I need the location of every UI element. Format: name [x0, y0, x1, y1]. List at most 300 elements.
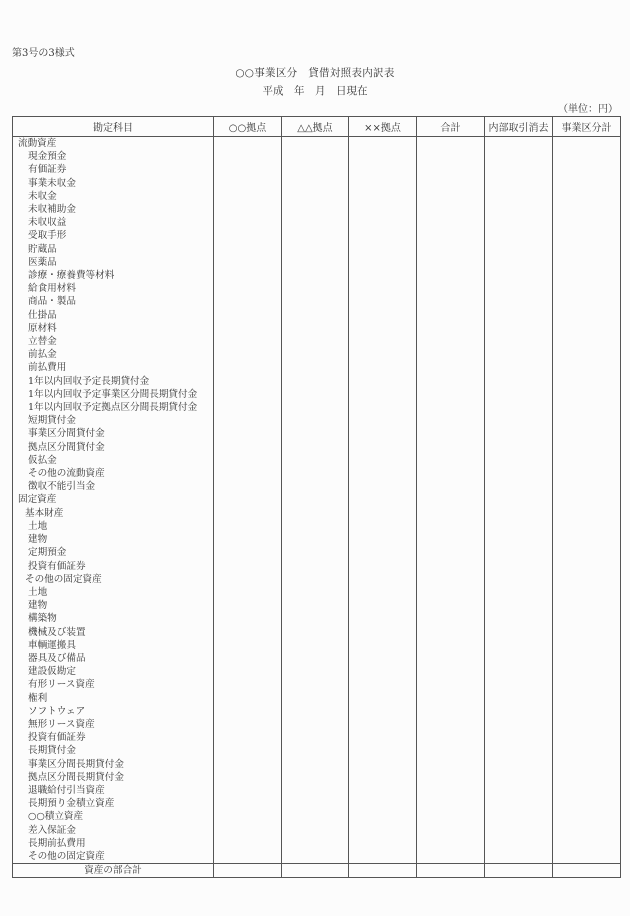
amount-cell — [282, 388, 349, 401]
table-row — [13, 507, 621, 520]
table-row — [13, 678, 621, 691]
amount-cell — [282, 269, 349, 282]
amount-cell — [282, 520, 349, 533]
table-row — [13, 282, 621, 295]
amount-cell — [349, 599, 417, 612]
amount-cell — [485, 612, 553, 625]
table-row — [13, 414, 621, 427]
amount-cell — [349, 243, 417, 256]
amount-cell — [417, 546, 485, 559]
amount-cell — [282, 797, 349, 810]
amount-cell — [214, 163, 282, 176]
amount-cell — [214, 480, 282, 493]
table-row — [13, 229, 621, 242]
table-row — [13, 520, 621, 533]
amount-cell — [485, 520, 553, 533]
amount-cell — [214, 322, 282, 335]
table-row — [13, 718, 621, 731]
amount-cell — [417, 850, 485, 864]
amount-cell — [349, 665, 417, 678]
amount-cell — [553, 177, 621, 190]
amount-cell — [553, 269, 621, 282]
account-label: 1年以内回収予定事業区分間長期貸付金 — [13, 388, 214, 401]
amount-cell — [553, 612, 621, 625]
amount-cell — [214, 295, 282, 308]
amount-cell — [282, 295, 349, 308]
document-title: ○○事業区分 貸借対照表内訳表 — [235, 67, 395, 79]
amount-cell — [214, 309, 282, 322]
account-label: 構築物 — [13, 612, 214, 625]
col-header-site-b: △△拠点 — [282, 117, 349, 137]
amount-cell — [214, 348, 282, 361]
account-label: その他の固定資産 — [13, 850, 214, 864]
amount-cell — [417, 414, 485, 427]
amount-cell — [485, 573, 553, 586]
amount-cell — [349, 388, 417, 401]
amount-cell — [485, 414, 553, 427]
amount-cell — [417, 375, 485, 388]
amount-cell — [485, 560, 553, 573]
amount-cell — [553, 480, 621, 493]
amount-cell — [214, 810, 282, 823]
amount-cell — [417, 731, 485, 744]
amount-cell — [485, 493, 553, 506]
total-amount-cell — [349, 864, 417, 878]
table-row — [13, 533, 621, 546]
amount-cell — [282, 837, 349, 850]
amount-cell — [349, 652, 417, 665]
amount-cell — [349, 282, 417, 295]
amount-cell — [485, 190, 553, 203]
amount-cell — [282, 850, 349, 864]
amount-cell — [214, 269, 282, 282]
amount-cell — [214, 361, 282, 374]
table-row — [13, 190, 621, 203]
amount-cell — [417, 388, 485, 401]
amount-cell — [214, 190, 282, 203]
amount-cell — [485, 639, 553, 652]
unit-label: （単位：円） — [558, 104, 618, 115]
table-row — [13, 401, 621, 414]
amount-cell — [282, 810, 349, 823]
account-label: 事業区分間貸付金 — [13, 427, 214, 440]
amount-cell — [485, 282, 553, 295]
account-label: 原材料 — [13, 322, 214, 335]
amount-cell — [282, 177, 349, 190]
amount-cell — [214, 771, 282, 784]
amount-cell — [417, 348, 485, 361]
amount-cell — [214, 626, 282, 639]
table-row — [13, 480, 621, 493]
amount-cell — [349, 335, 417, 348]
amount-cell — [417, 427, 485, 440]
amount-cell — [214, 216, 282, 229]
table-row — [13, 639, 621, 652]
table-row — [13, 454, 621, 467]
amount-cell — [349, 507, 417, 520]
amount-cell — [214, 560, 282, 573]
amount-cell — [349, 758, 417, 771]
amount-cell — [282, 375, 349, 388]
amount-cell — [282, 216, 349, 229]
amount-cell — [214, 203, 282, 216]
table-row — [13, 269, 621, 282]
amount-cell — [553, 309, 621, 322]
amount-cell — [553, 361, 621, 374]
amount-cell — [214, 692, 282, 705]
amount-cell — [349, 493, 417, 506]
amount-cell — [349, 797, 417, 810]
amount-cell — [417, 626, 485, 639]
amount-cell — [214, 612, 282, 625]
table-row — [13, 810, 621, 823]
amount-cell — [349, 177, 417, 190]
account-label: 建物 — [13, 599, 214, 612]
amount-cell — [214, 705, 282, 718]
amount-cell — [417, 771, 485, 784]
amount-cell — [553, 692, 621, 705]
amount-cell — [485, 784, 553, 797]
amount-cell — [282, 480, 349, 493]
amount-cell — [214, 150, 282, 163]
amount-cell — [282, 599, 349, 612]
amount-cell — [553, 401, 621, 414]
form-number: 第3号の3様式 — [12, 48, 75, 59]
amount-cell — [553, 441, 621, 454]
amount-cell — [417, 784, 485, 797]
amount-cell — [349, 467, 417, 480]
amount-cell — [214, 573, 282, 586]
table-row — [13, 744, 621, 757]
amount-cell — [282, 678, 349, 691]
table-row — [13, 163, 621, 176]
amount-cell — [485, 718, 553, 731]
table-row — [13, 546, 621, 559]
amount-cell — [214, 454, 282, 467]
amount-cell — [485, 256, 553, 269]
amount-cell — [553, 784, 621, 797]
amount-cell — [214, 652, 282, 665]
amount-cell — [214, 243, 282, 256]
amount-cell — [214, 256, 282, 269]
amount-cell — [214, 401, 282, 414]
col-header-segment-total: 事業区分計 — [553, 117, 621, 137]
account-label: ○○積立資産 — [13, 810, 214, 823]
amount-cell — [282, 361, 349, 374]
table-body — [13, 137, 621, 878]
amount-cell — [553, 599, 621, 612]
table-row — [13, 388, 621, 401]
amount-cell — [282, 639, 349, 652]
amount-cell — [349, 718, 417, 731]
amount-cell — [349, 824, 417, 837]
table-row — [13, 626, 621, 639]
amount-cell — [349, 810, 417, 823]
table-row — [13, 375, 621, 388]
amount-cell — [282, 784, 349, 797]
table-row — [13, 758, 621, 771]
amount-cell — [282, 335, 349, 348]
amount-cell — [349, 560, 417, 573]
amount-cell — [417, 692, 485, 705]
table-row — [13, 692, 621, 705]
account-label: 有形リース資産 — [13, 678, 214, 691]
amount-cell — [282, 758, 349, 771]
amount-cell — [417, 560, 485, 573]
account-label: 拠点区分間貸付金 — [13, 441, 214, 454]
amount-cell — [282, 824, 349, 837]
amount-cell — [214, 507, 282, 520]
amount-cell — [417, 493, 485, 506]
amount-cell — [282, 744, 349, 757]
amount-cell — [282, 652, 349, 665]
table-row — [13, 665, 621, 678]
amount-cell — [349, 744, 417, 757]
amount-cell — [553, 507, 621, 520]
amount-cell — [214, 441, 282, 454]
amount-cell — [417, 665, 485, 678]
amount-cell — [282, 573, 349, 586]
amount-cell — [485, 705, 553, 718]
amount-cell — [485, 480, 553, 493]
amount-cell — [553, 335, 621, 348]
amount-cell — [553, 348, 621, 361]
amount-cell — [553, 137, 621, 151]
amount-cell — [349, 203, 417, 216]
table-header-row — [13, 117, 621, 137]
table-row — [13, 243, 621, 256]
amount-cell — [553, 243, 621, 256]
amount-cell — [485, 454, 553, 467]
amount-cell — [214, 837, 282, 850]
account-label: 定期預金 — [13, 546, 214, 559]
amount-cell — [349, 295, 417, 308]
amount-cell — [282, 309, 349, 322]
amount-cell — [417, 599, 485, 612]
amount-cell — [214, 665, 282, 678]
amount-cell — [214, 467, 282, 480]
amount-cell — [553, 810, 621, 823]
amount-cell — [349, 586, 417, 599]
table-row — [13, 137, 621, 151]
amount-cell — [553, 256, 621, 269]
col-header-total: 合計 — [417, 117, 485, 137]
amount-cell — [553, 229, 621, 242]
amount-cell — [349, 626, 417, 639]
account-label: 貯蔵品 — [13, 243, 214, 256]
amount-cell — [349, 269, 417, 282]
account-label: 受取手形 — [13, 229, 214, 242]
amount-cell — [282, 533, 349, 546]
amount-cell — [553, 626, 621, 639]
amount-cell — [349, 612, 417, 625]
amount-cell — [553, 731, 621, 744]
account-label: 現金預金 — [13, 150, 214, 163]
table-row — [13, 850, 621, 864]
amount-cell — [417, 190, 485, 203]
amount-cell — [553, 375, 621, 388]
amount-cell — [417, 520, 485, 533]
amount-cell — [553, 388, 621, 401]
amount-cell — [485, 586, 553, 599]
amount-cell — [349, 678, 417, 691]
account-label: 商品・製品 — [13, 295, 214, 308]
table-row — [13, 573, 621, 586]
amount-cell — [417, 454, 485, 467]
amount-cell — [417, 295, 485, 308]
account-label: 立替金 — [13, 335, 214, 348]
amount-cell — [417, 797, 485, 810]
amount-cell — [214, 784, 282, 797]
amount-cell — [485, 507, 553, 520]
col-header-site-a: ○○拠点 — [214, 117, 282, 137]
amount-cell — [485, 824, 553, 837]
amount-cell — [485, 388, 553, 401]
amount-cell — [553, 797, 621, 810]
amount-cell — [553, 744, 621, 757]
table-row — [13, 348, 621, 361]
amount-cell — [553, 533, 621, 546]
amount-cell — [485, 243, 553, 256]
table-row — [13, 493, 621, 506]
account-label: 前払金 — [13, 348, 214, 361]
amount-cell — [214, 427, 282, 440]
account-label: 短期貸付金 — [13, 414, 214, 427]
amount-cell — [282, 190, 349, 203]
amount-cell — [553, 216, 621, 229]
amount-cell — [282, 256, 349, 269]
amount-cell — [553, 586, 621, 599]
amount-cell — [485, 758, 553, 771]
amount-cell — [349, 533, 417, 546]
amount-cell — [485, 427, 553, 440]
account-label: 前払費用 — [13, 361, 214, 374]
amount-cell — [485, 229, 553, 242]
amount-cell — [214, 797, 282, 810]
amount-cell — [282, 229, 349, 242]
amount-cell — [417, 718, 485, 731]
amount-cell — [553, 150, 621, 163]
amount-cell — [553, 163, 621, 176]
amount-cell — [349, 137, 417, 151]
table-row — [13, 797, 621, 810]
amount-cell — [349, 546, 417, 559]
amount-cell — [214, 824, 282, 837]
amount-cell — [417, 216, 485, 229]
amount-cell — [485, 335, 553, 348]
amount-cell — [349, 850, 417, 864]
amount-cell — [417, 837, 485, 850]
amount-cell — [485, 150, 553, 163]
account-label: 基本財産 — [13, 507, 214, 520]
amount-cell — [417, 573, 485, 586]
amount-cell — [553, 493, 621, 506]
as-of-date: 平成 年 月 日現在 — [262, 85, 368, 97]
amount-cell — [485, 665, 553, 678]
amount-cell — [417, 639, 485, 652]
table-row — [13, 560, 621, 573]
amount-cell — [553, 282, 621, 295]
amount-cell — [214, 546, 282, 559]
amount-cell — [417, 586, 485, 599]
table-row — [13, 322, 621, 335]
amount-cell — [349, 639, 417, 652]
account-label: 未収金 — [13, 190, 214, 203]
amount-cell — [349, 454, 417, 467]
amount-cell — [349, 705, 417, 718]
account-label: 車輌運搬具 — [13, 639, 214, 652]
amount-cell — [553, 824, 621, 837]
account-label: 有価証券 — [13, 163, 214, 176]
amount-cell — [214, 493, 282, 506]
amount-cell — [349, 427, 417, 440]
account-label: 投資有価証券 — [13, 731, 214, 744]
amount-cell — [417, 163, 485, 176]
account-label: 固定資産 — [13, 493, 214, 506]
amount-cell — [214, 520, 282, 533]
table-row — [13, 837, 621, 850]
amount-cell — [417, 137, 485, 151]
amount-cell — [349, 163, 417, 176]
amount-cell — [485, 626, 553, 639]
account-label: 土地 — [13, 586, 214, 599]
amount-cell — [417, 507, 485, 520]
amount-cell — [349, 375, 417, 388]
amount-cell — [553, 322, 621, 335]
total-amount-cell — [282, 864, 349, 878]
amount-cell — [485, 163, 553, 176]
amount-cell — [214, 414, 282, 427]
account-label: ソフトウェア — [13, 705, 214, 718]
amount-cell — [282, 731, 349, 744]
amount-cell — [485, 203, 553, 216]
account-label: 流動資産 — [13, 137, 214, 151]
amount-cell — [485, 177, 553, 190]
amount-cell — [553, 705, 621, 718]
amount-cell — [214, 533, 282, 546]
table-row — [13, 824, 621, 837]
amount-cell — [485, 599, 553, 612]
amount-cell — [282, 626, 349, 639]
amount-cell — [214, 850, 282, 864]
amount-cell — [553, 427, 621, 440]
amount-cell — [349, 441, 417, 454]
account-label: 無形リース資産 — [13, 718, 214, 731]
table-row — [13, 599, 621, 612]
total-amount-cell — [214, 864, 282, 878]
amount-cell — [485, 731, 553, 744]
amount-cell — [417, 309, 485, 322]
amount-cell — [485, 269, 553, 282]
amount-cell — [485, 678, 553, 691]
amount-cell — [282, 665, 349, 678]
table-row — [13, 256, 621, 269]
amount-cell — [485, 837, 553, 850]
amount-cell — [282, 203, 349, 216]
amount-cell — [349, 520, 417, 533]
amount-cell — [553, 639, 621, 652]
total-label: 資産の部合計 — [13, 864, 214, 878]
account-label: 未収収益 — [13, 216, 214, 229]
account-label: その他の固定資産 — [13, 573, 214, 586]
account-label: 差入保証金 — [13, 824, 214, 837]
amount-cell — [417, 678, 485, 691]
amount-cell — [282, 546, 349, 559]
amount-cell — [214, 758, 282, 771]
account-label: 長期貸付金 — [13, 744, 214, 757]
amount-cell — [349, 573, 417, 586]
account-label: 仕掛品 — [13, 309, 214, 322]
